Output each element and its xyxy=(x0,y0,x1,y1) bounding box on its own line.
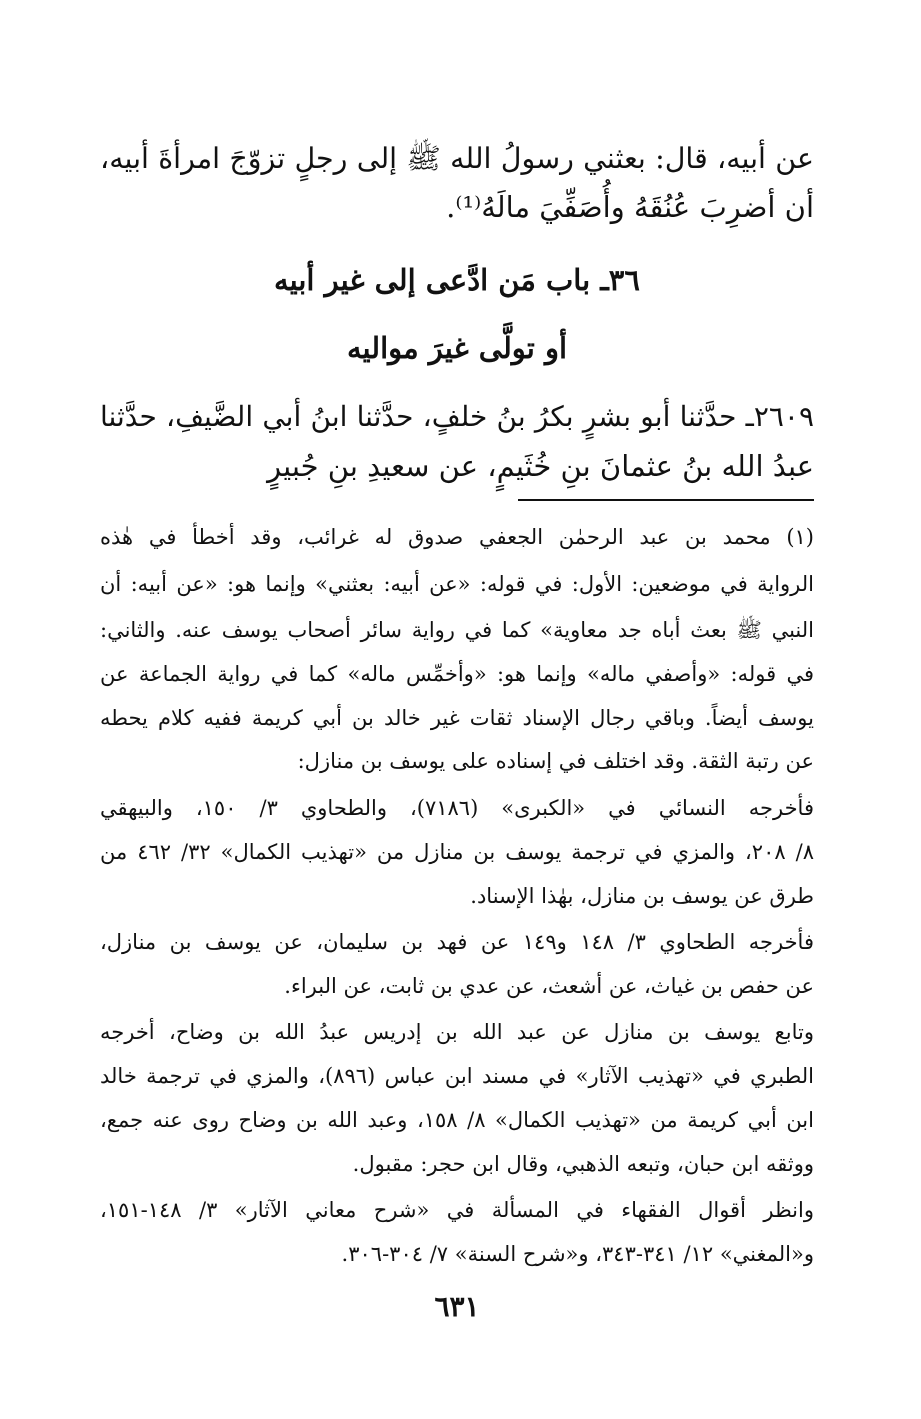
footnote-line-12: وتابع يوسف بن منازل عن عبد الله بن إدريس عبدُ الله بن وضاح، أخرجه xyxy=(100,1020,814,1044)
footnote-line-10: فأخرجه الطحاوي ٣/ ١٤٨ و١٤٩ عن فهد بن سليمان، عن يوسف بن منازل، xyxy=(100,930,814,954)
footnote-line-16: وانظر أقوال الفقهاء في المسألة في «شرح معاني الآثار» ٣/ ١٤٨-١٥١، xyxy=(100,1198,814,1222)
chapter-heading-line-2: أو تولَّى غيرَ مواليه xyxy=(346,331,568,365)
main-text-line-2: أن أضرِبَ عُنُقَهُ وأُصَفِّيَ مالَهُ⁽¹⁾. xyxy=(446,190,814,224)
chapter-heading-line-1: ٣٦ـ باب مَن ادَّعى إلى غير أبيه xyxy=(274,263,640,297)
footnote-line-4: في قوله: «وأصفي ماله» وإنما هو: «وأخمِّس ماله» كما في رواية الجماعة عن xyxy=(100,662,814,686)
footnote-line-15: ووثقه ابن حبان، وتبعه الذهبي، وقال ابن حجر: مقبول. xyxy=(352,1152,814,1176)
footnote-line-2: الرواية في موضعين: الأول: في قوله: «عن أبيه: بعثني» وإنما هو: «عن أبيه: أن xyxy=(100,572,814,596)
main-text-line-1: عن أبيه، قال: بعثني رسولُ الله ﷺ إلى رجلٍ تزوّجَ امرأةَ أبيه، xyxy=(100,142,814,175)
footnote-line-8: ٨/ ٢٠٨، والمزي في ترجمة يوسف بن منازل من «تهذيب الكمال» ٣٢/ ٤٦٢ من xyxy=(100,840,814,864)
footnote-line-7: فأخرجه النسائي في «الكبرى» (٧١٨٦)، والطحاوي ٣/ ١٥٠، والبيهقي xyxy=(100,796,814,820)
page-number: ٦٣١ xyxy=(434,1290,480,1323)
footnote-line-11: عن حفص بن غياث، عن أشعث، عن عدي بن ثابت، عن البراء. xyxy=(284,974,814,998)
footnote-line-3: النبي ﷺ بعث أباه جد معاوية» كما في رواية سائر أصحاب يوسف عنه. والثاني: xyxy=(100,618,814,642)
hadith-line-2: عبدُ الله بنُ عثمانَ بنِ خُثَيمٍ، عن سعيدِ بنِ جُبيرٍ xyxy=(267,449,814,483)
footnote-line-9: طرق عن يوسف بن منازل، بهٰذا الإسناد. xyxy=(470,884,814,908)
footnote-line-5: يوسف أيضاً. وباقي رجال الإسناد ثقات غير خالد بن أبي كريمة ففيه كلام يحطه xyxy=(100,706,814,730)
book-page xyxy=(100,0,814,1419)
footnote-line-14: ابن أبي كريمة من «تهذيب الكمال» ٨/ ١٥٨، وعبد الله بن وضاح روى عنه جمع، xyxy=(100,1108,814,1132)
hadith-line-1: ٢٦٠٩ـ حدَّثنا أبو بشرٍ بكرُ بنُ خلفٍ، حدَّثنا ابنُ أبي الضَّيفِ، حدَّثنا xyxy=(100,400,814,433)
footnote-line-1: (١) محمد بن عبد الرحمٰن الجعفي صدوق له غرائب، وقد أخطأ في هٰذه xyxy=(100,525,814,549)
footnote-line-13: الطبري في «تهذيب الآثار» في مسند ابن عباس (٨٩٦)، والمزي في ترجمة خالد xyxy=(100,1064,815,1088)
footnote-line-6: عن رتبة الثقة. وقد اختلف في إسناده على يوسف بن منازل: xyxy=(297,749,814,773)
footnote-line-17: و«المغني» ١٢/ ٣٤١-٣٤٣، و«شرح السنة» ٧/ ٣٠٤-٣٠٦. xyxy=(341,1242,814,1266)
footnote-separator xyxy=(518,499,814,501)
